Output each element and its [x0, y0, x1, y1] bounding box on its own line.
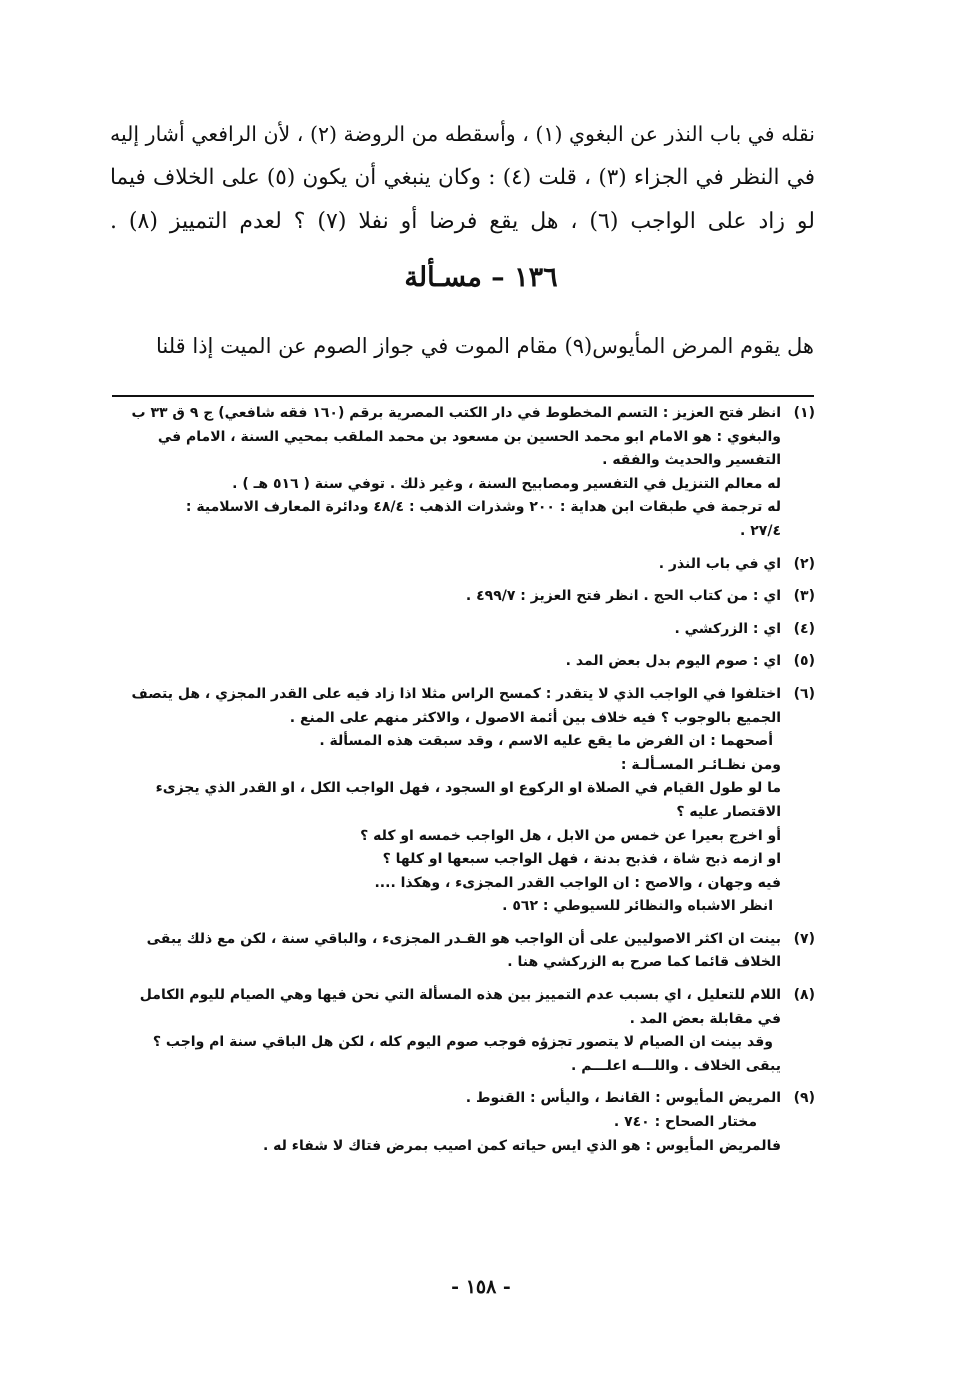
footnote-line: [108, 553, 815, 577]
page-number: - ١٥٨ -: [451, 1276, 511, 1298]
footnote-text: اي : صوم اليوم بدل بعض المد .: [565, 653, 781, 670]
footnote-line: [108, 402, 815, 426]
section-heading: ١٣٦ – مسـألة: [404, 262, 558, 293]
footnote-text: أصحهما : ان الفرض ما يقع عليه الاسم ، وقد سبقت هذه المسألة .: [319, 733, 773, 750]
footnote-line: [108, 585, 815, 609]
footnote-text: انظر فتح العزيز : التسم المخطوط في دار الكتب المصرية برقم (١٦٠ فقه شافعي) ج ٩ ق ٣٣ ب: [131, 405, 781, 421]
footnote-number: (٣): [793, 588, 815, 605]
main-text-line: نقله في باب النذر عن البغوي (١) ، وأسقطه من الروضة (٢) ، لأن الرافعي أشار إليه: [110, 122, 815, 146]
footnote-line: [108, 895, 815, 919]
footnote-line: [108, 1135, 815, 1159]
footnote-text: فيه وجهان ، والاصح : ان الواجب القدر المجزىء ، وهكذا ....: [374, 874, 781, 891]
footnote-number: (٩): [793, 1090, 815, 1107]
footnote-text: اي : الزركشي .: [674, 620, 781, 637]
main-text-line: لو زاد على الواجب (٦) ، هل يقع فرضا أو نفلا (٧) ؟ لعدم التمييز (٨) .: [110, 209, 816, 234]
question-line: هل يقوم المرض المأيوس(٩) مقام الموت في جواز الصوم عن الميت إذا قلنا: [155, 334, 814, 358]
footnote-text: ٢٧/٤ .: [740, 522, 781, 539]
footnote-text: اختلفوا في الواجب الذي لا يتقدر : كمسح الراس مثلا اذا زاد فيه على القدر المجزي ، هل يتصف: [131, 685, 781, 702]
footnote-line: [108, 928, 815, 952]
footnote-number: (٢): [793, 555, 815, 572]
footnote-line: [108, 520, 815, 544]
footnote-line: [108, 777, 815, 801]
footnote-line: [108, 754, 815, 778]
footnote-text: اي في باب النذر .: [658, 555, 781, 572]
footnote-text: او ازمه ذبح شاة ، فذبح بدنة ، فهل الواجب سبعها او كلها ؟: [382, 851, 781, 868]
footnote-text: في مقابلة بعض المد .: [629, 1010, 781, 1027]
main-text: [110, 112, 815, 244]
footnote-number: (١): [793, 405, 815, 421]
footnote-line: [108, 426, 815, 450]
footnote-text: الخلاف قائما كما صرح به الزركشي هنا .: [507, 954, 781, 971]
footnote-text: الاقتصار عليه ؟: [676, 803, 781, 820]
footnote-line: [108, 848, 815, 872]
footnote-number: (٥): [793, 653, 815, 670]
footnote-text: الجميع بالوجوب ؟ فيه خلاف بين أئمة الاصول ، والاكثر منهم على المنع .: [289, 709, 781, 726]
footnote-line: [108, 683, 815, 707]
footnote-number: (٧): [793, 930, 815, 947]
footnote-line: [108, 730, 815, 754]
footnote-text: يبقى الخلاف . واللـــه اعلـــم .: [571, 1057, 781, 1074]
footnote-text: له معالم التنزيل في التفسير ومصابيح السنة ، وغير ذلك . توفي سنة ( ٥١٦ هـ ) .: [232, 475, 781, 492]
footnote-text: التفسير والحديث والفقه .: [602, 452, 781, 469]
footnote-text: اي : من كتاب الحج . انظر فتح العزيز : ٤٩٩/٧ .: [465, 588, 781, 605]
footnote-line: [108, 650, 815, 674]
footnote-text: فالمريض المأيوس : هو الذي ايس حياته كمن اصيب بمرض فتاك لا شفاء له .: [262, 1137, 781, 1154]
footnote-separator: [112, 395, 814, 397]
footnote-text: وقد بينت ان الصيام لا يتصور تجزؤه فوجب صوم اليوم كله ، لكن هل الباقي سنة ام واجب ؟: [152, 1034, 773, 1051]
footnote-line: [108, 496, 815, 520]
footnote-text: مختار الصحاح : ٧٤٠ .: [613, 1114, 757, 1131]
footnote-number: (٨): [793, 987, 815, 1004]
footnote-text: بينت ان اكثر الاصوليين على أن الواجب هو القـدر المجزىء ، والباقي سنة ، لكن مع ذلك يبقى: [146, 930, 781, 947]
footnote-line: [108, 449, 815, 473]
footnote-line: [108, 1055, 815, 1079]
footnote-text: اللام للتعليل ، اي بسبب عدم التمييز بين هذه المسألة التي نحن فيها وهي الصيام لليوم الكامل: [139, 987, 781, 1004]
footnote-line: [108, 1087, 815, 1111]
footnote-text: ما لو طول القيام في الصلاة او الركوع او السجود ، فهل الواجب الكل ، او القدر الذي يجزىء: [155, 780, 781, 797]
footnote-text: المريض المأيوس : القانط ، واليأس : القنوط .: [465, 1090, 781, 1107]
footnote-number: (٤): [793, 620, 815, 637]
footnote-line: [108, 951, 815, 975]
footnote-line: [108, 707, 815, 731]
footnote-line: [108, 1111, 815, 1135]
footnote-line: [108, 1031, 815, 1055]
footnote-line: [108, 473, 815, 497]
footnote-line: [108, 801, 815, 825]
footnote-text: ومن نظـائـر المسـألـة :: [620, 756, 781, 773]
footnote-text: له ترجمة في طبقات ابن هداية : ٢٠٠ وشذرات الذهب : ٤٨/٤ ودائرة المعارف الاسلامية :: [185, 499, 781, 516]
footnote-line: [108, 618, 815, 642]
footnote-line: [108, 984, 815, 1008]
footnote-line: [108, 825, 815, 849]
footnote-number: (٦): [793, 685, 815, 702]
footnote-text: انظر الاشباه والنظائر للسيوطي : ٥٦٢ .: [502, 898, 773, 915]
main-text-line: في النظر في الجزاء (٣) ، قلت (٤) : وكان ينبغي أن يكون (٥) على الخلاف فيما: [110, 165, 815, 190]
footnote-line: [108, 1008, 815, 1032]
footnotes: [108, 402, 815, 1158]
footnote-line: [108, 872, 815, 896]
footnote-text: والبغوي : هو الامام ابو محمد الحسين بن مسعود بن محمد الملقب بمحيي السنة ، الامام في: [157, 428, 781, 445]
footnote-text: أو اخرج بعيرا عن خمس من الابل ، هل الواجب خمسه او كله ؟: [360, 827, 781, 844]
